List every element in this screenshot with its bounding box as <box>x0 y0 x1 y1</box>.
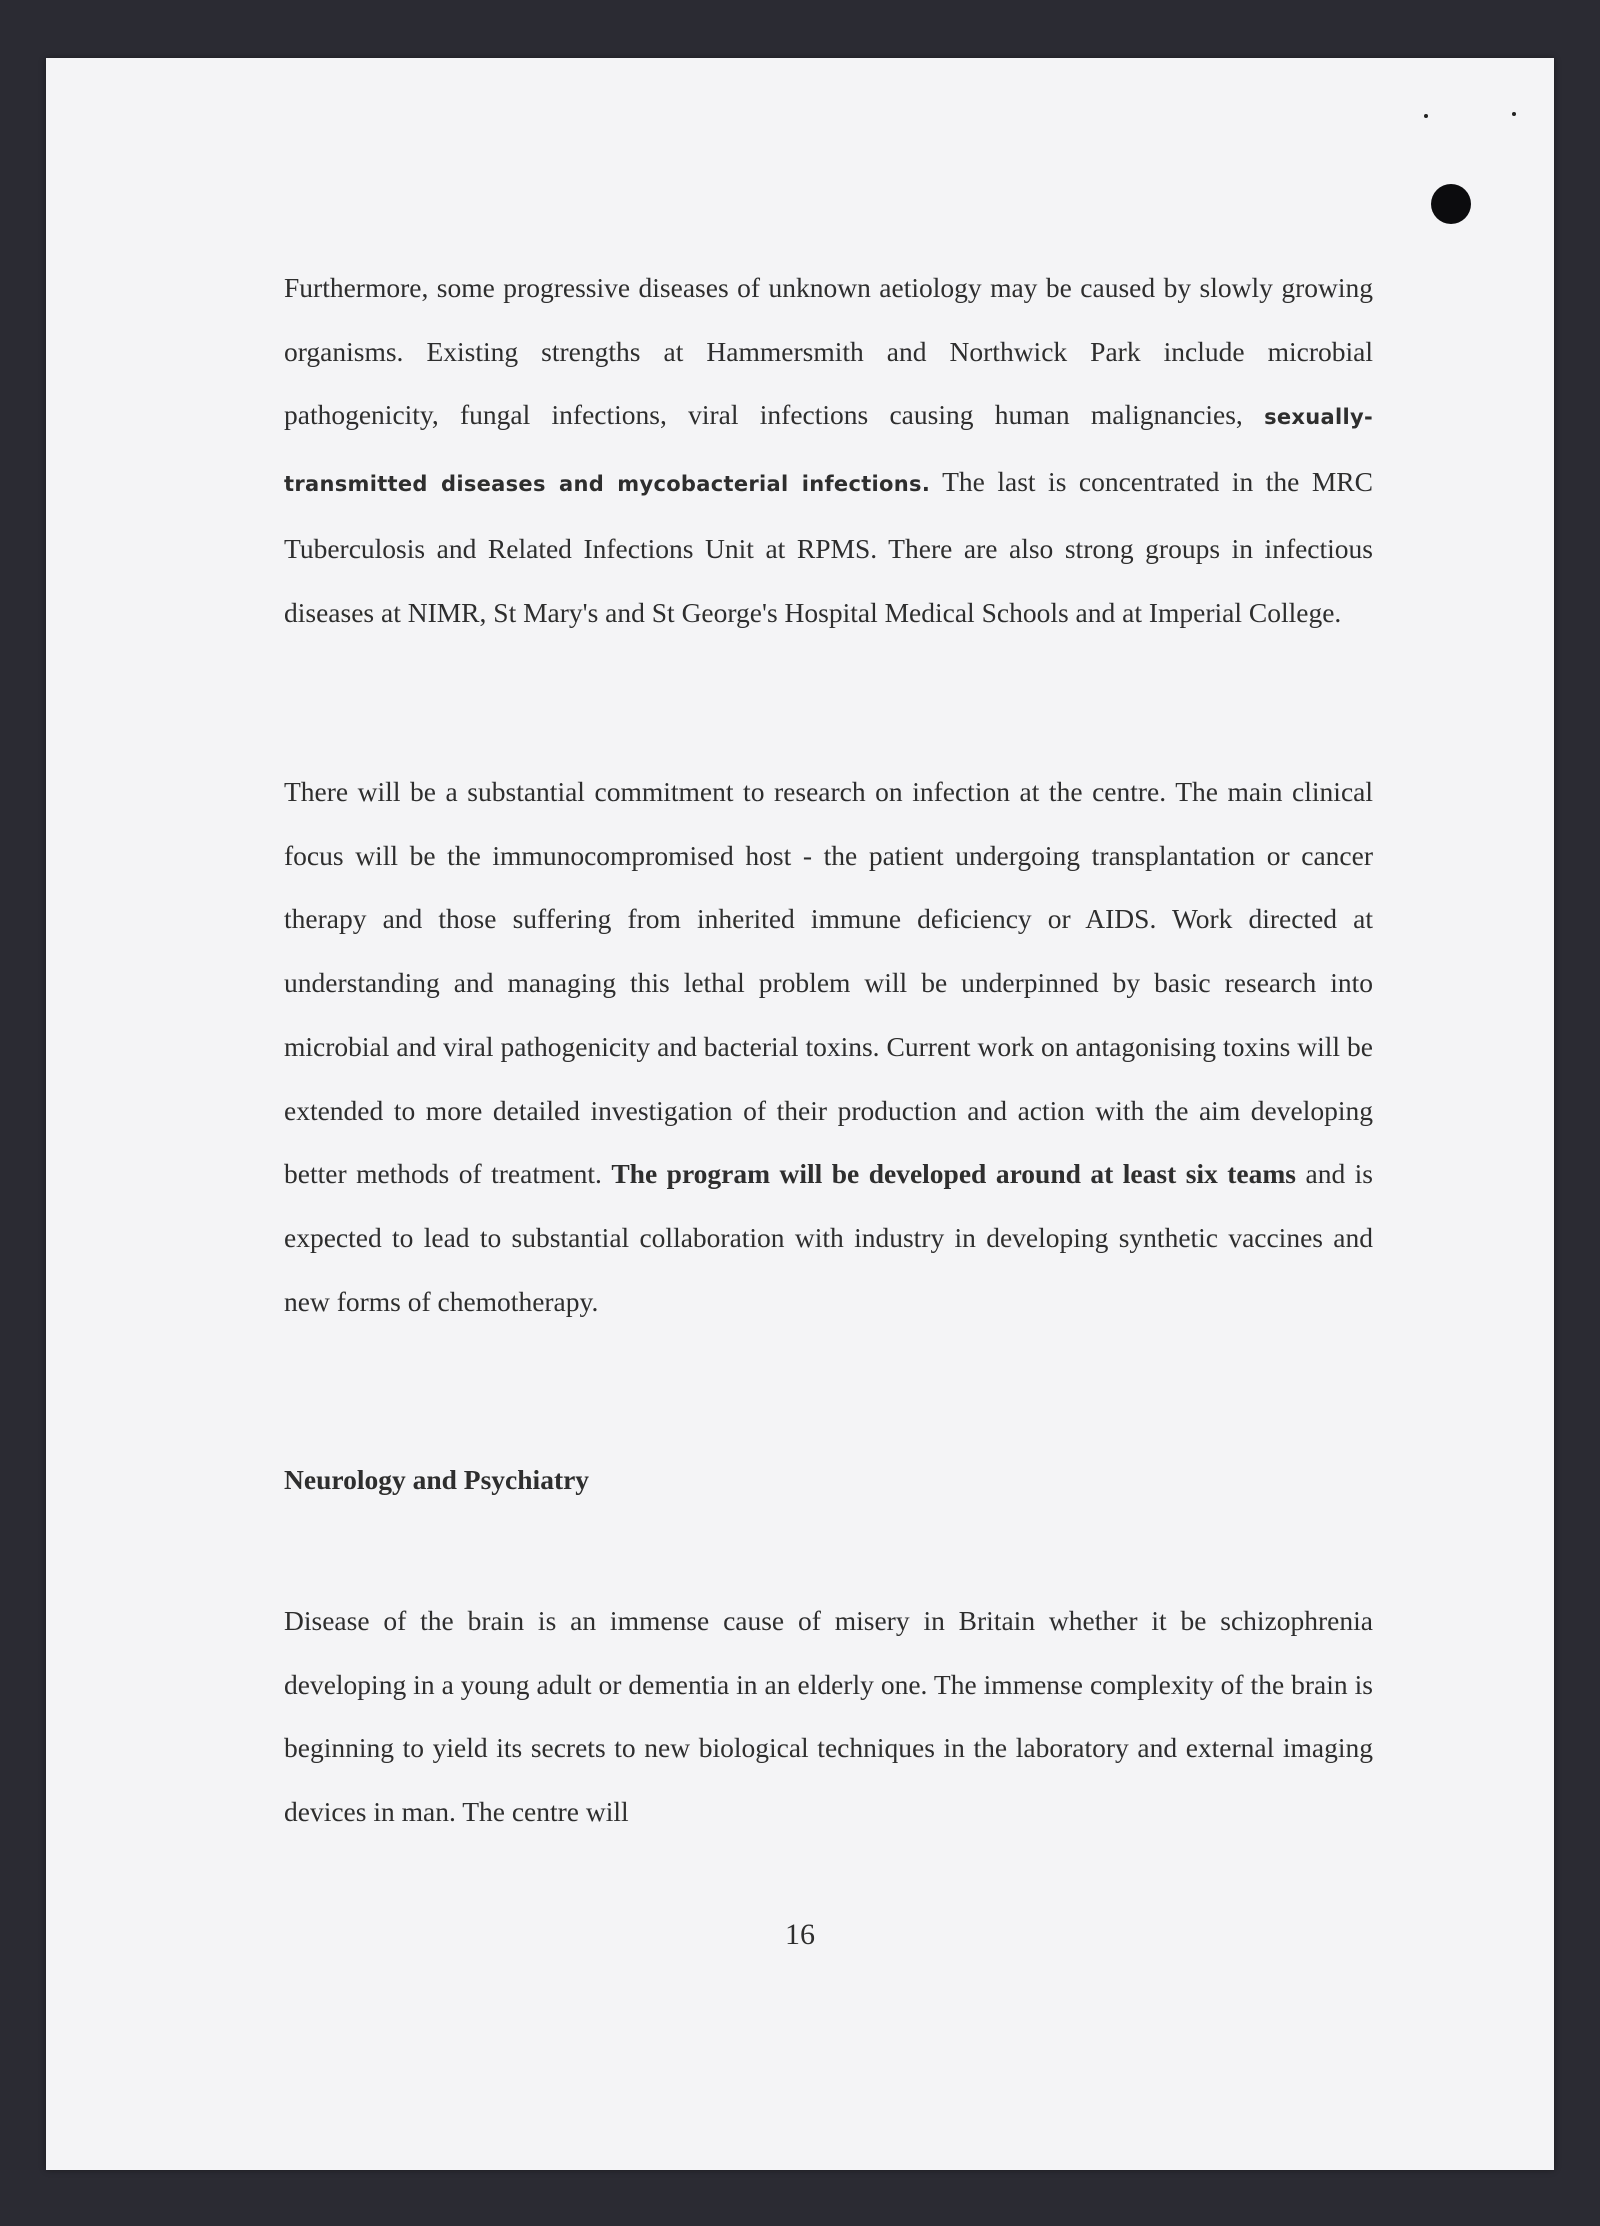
paragraph-1-typewritten: sexually-transmitted diseases and mycobacterial infections. <box>284 405 1373 497</box>
paragraph-infection-strengths <box>284 256 1373 644</box>
section-heading: Neurology and Psychiatry <box>284 1464 590 1495</box>
paragraph-2-bold: The program will be developed around at least six teams <box>611 1158 1296 1190</box>
speck-mark <box>1512 112 1516 116</box>
punch-hole <box>1431 184 1471 224</box>
paragraph-2-lead: There will be a substantial commitment to research on infection at the centre. The main clinical focus will be the immunocompromised host - the patient undergoing transplantation or cancer therapy and those suffering from inherited immune deficiency or AIDS. Work directed at understanding and managing this lethal problem will be underpinned by basic research into microbial and viral pathogenicity and bacterial toxins. Current work on antagonising toxins will be extended to more detailed investigation of their production and action with the aim developing better methods of treatment. <box>284 776 1373 1190</box>
page-number: 16 <box>785 1918 815 1951</box>
paragraph-1-lead: Furthermore, some progressive diseases of unknown aetiology may be caused by slowly growing organisms. Existing strengths at Hammersmith and Northwick Park include microbial pathogenicity, fungal infections, viral infections causing human malignancies, <box>284 272 1373 431</box>
paragraph-2-tail: and is expected to lead to substantial collaboration with industry in developing synthetic vaccines and new forms of chemotherapy. <box>284 1158 1374 1317</box>
paragraph-1-tail: The last is concentrated in the MRC Tuberculosis and Related Infections Unit at RPMS. There are also strong groups in infectious diseases at NIMR, St Mary's and St George's Hospital Medical Schools and at Imperial College. <box>284 466 1373 628</box>
speck-mark <box>1424 114 1428 118</box>
paragraph-3-text: Disease of the brain is an immense cause of misery in Britain whether it be schizophrenia developing in a young adult or dementia in an elderly one. The immense complexity of the brain is beginning to yield its secrets to new biological techniques in the laboratory and external imaging devices in man. The centre will <box>284 1605 1373 1828</box>
paragraph-neurology <box>284 1589 1373 1844</box>
paragraph-infection-commitment <box>284 760 1373 1333</box>
